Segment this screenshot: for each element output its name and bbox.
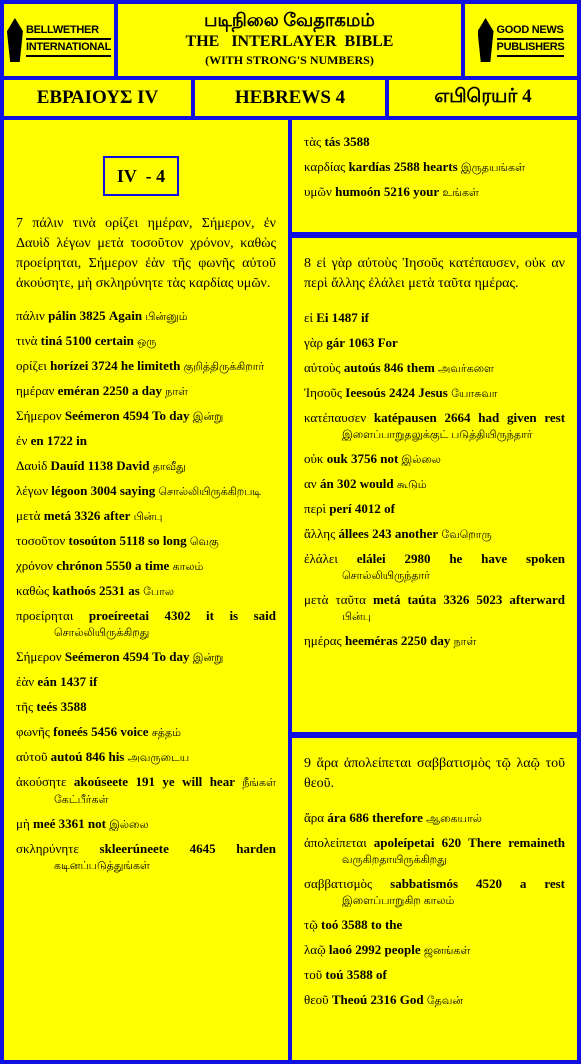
word-entry bbox=[304, 184, 565, 201]
word-entry bbox=[304, 385, 565, 402]
tamil-gloss: ஆகையால் bbox=[426, 813, 482, 825]
english-gloss: people bbox=[384, 942, 421, 957]
word-entry bbox=[16, 608, 276, 641]
english-gloss: would bbox=[359, 476, 394, 491]
tamil-gloss: கடினப்படுத்துங்கள் bbox=[54, 860, 150, 872]
strong-number: 3361 bbox=[58, 816, 85, 831]
page-subtitle: (WITH STRONG'S NUMBERS) bbox=[205, 53, 374, 67]
transliteration: Dauíd bbox=[50, 458, 85, 473]
greek-word: προείρηται bbox=[16, 608, 74, 623]
strong-number: 1437 bbox=[60, 674, 87, 689]
english-gloss: your bbox=[413, 184, 440, 199]
strong-number: 2992 bbox=[355, 942, 382, 957]
right-bottom-panel bbox=[292, 738, 577, 1060]
tamil-gloss: ஜனங்கள் bbox=[423, 945, 471, 957]
greek-word: καθὼς bbox=[16, 583, 50, 598]
greek-word: ἀπολείπεται bbox=[304, 835, 367, 850]
verse-7-text: 7 πάλιν τινὰ ορίζει ημέραν, Σήμερον, ἐν Δαυὶδ λέγων μετὰ τοσοῦτον χρόνον, καθὼς προείρηται, Σήμερον ἐὰν τῆς φωνῆς αὐτοῦ ἀκούσητε, μὴ σκληρύνητε τὰς καρδίας υμῶν. bbox=[16, 216, 276, 291]
strong-number: 4645 bbox=[189, 841, 216, 856]
english-gloss: To day bbox=[152, 649, 190, 664]
greek-word: μετὰ bbox=[16, 508, 41, 523]
tamil-gloss: காலம் bbox=[172, 561, 204, 573]
greek-word: γὰρ bbox=[304, 335, 324, 350]
greek-word: φωνῆς bbox=[16, 724, 50, 739]
strong-number: 1138 bbox=[87, 458, 113, 473]
page-title: THE INTERLAYER BIBLE bbox=[185, 33, 394, 50]
tamil-gloss: பின்னும் bbox=[145, 311, 188, 323]
tamil-title: படிநிலை வேதாகமம் bbox=[204, 10, 375, 30]
tamil-gloss: இருதயங்கள் bbox=[460, 162, 525, 174]
strong-number: 3326 bbox=[74, 508, 101, 523]
transliteration: Seémeron bbox=[64, 649, 120, 664]
word-entry bbox=[16, 841, 276, 874]
tamil-gloss: அவருடைய bbox=[127, 752, 190, 764]
left-column bbox=[4, 120, 288, 1060]
word-entry bbox=[304, 335, 565, 352]
word-entry bbox=[16, 724, 276, 741]
tamil-gloss: இளைப்பாறுதலுக்குட் படுத்தியிருந்தார் bbox=[342, 429, 533, 441]
greek-word: αν bbox=[304, 476, 317, 491]
word-entry bbox=[16, 383, 276, 400]
word-entry bbox=[304, 476, 565, 493]
tamil-gloss: தாவீது bbox=[152, 461, 186, 473]
greek-word: τῆς bbox=[16, 699, 34, 714]
english-gloss: a day bbox=[132, 383, 163, 398]
tamil-gloss: தேவன் bbox=[426, 995, 464, 1007]
word-entry bbox=[16, 674, 276, 691]
transliteration: akoúseete bbox=[73, 774, 129, 789]
tamil-gloss: இல்லை bbox=[109, 819, 149, 831]
strong-number: 2250 bbox=[102, 383, 129, 398]
tamil-gloss: போல bbox=[143, 586, 174, 598]
strong-number: 5118 bbox=[119, 533, 145, 548]
word-entry bbox=[304, 917, 565, 934]
strong-number: 2424 bbox=[388, 385, 415, 400]
transliteration: tás bbox=[324, 134, 341, 149]
greek-word: ἄρα bbox=[304, 810, 325, 825]
word-entry bbox=[16, 433, 276, 450]
english-gloss: David bbox=[116, 458, 150, 473]
greek-word: καρδίας bbox=[304, 159, 346, 174]
english-gloss: day bbox=[430, 633, 451, 648]
english-gloss: There remaineth bbox=[468, 835, 566, 850]
strong-number: 2316 bbox=[370, 992, 397, 1007]
strong-number: 3588 bbox=[341, 917, 368, 932]
greek-word: Δαυὶδ bbox=[16, 458, 48, 473]
greek-word: Ἰησοῦς bbox=[304, 385, 343, 400]
strong-number: 1487 bbox=[331, 310, 358, 325]
word-entry bbox=[304, 835, 565, 868]
strong-number: 2588 bbox=[393, 159, 420, 174]
english-gloss: to the bbox=[370, 917, 403, 932]
book-title-english: HEBREWS 4 bbox=[195, 80, 385, 116]
tamil-gloss: பின்பு bbox=[342, 611, 371, 623]
greek-word: περὶ bbox=[304, 501, 327, 516]
english-gloss: if bbox=[361, 310, 369, 325]
word-entry bbox=[16, 649, 276, 666]
english-gloss: of bbox=[375, 967, 387, 982]
greek-word: λαῷ bbox=[304, 942, 326, 957]
right-mid-panel bbox=[292, 238, 577, 732]
english-gloss: God bbox=[399, 992, 424, 1007]
word-entry bbox=[16, 583, 276, 600]
greek-word: λέγων bbox=[16, 483, 48, 498]
good-news-logo bbox=[465, 4, 577, 76]
tamil-gloss: இன்று bbox=[192, 652, 224, 664]
right-top-panel bbox=[292, 120, 577, 232]
tamil-gloss: யோசுவா bbox=[451, 388, 498, 400]
word-entry bbox=[304, 967, 565, 984]
strong-number: 3326 5023 bbox=[443, 592, 503, 607]
word-entry bbox=[16, 308, 276, 325]
strong-number: 2980 bbox=[404, 551, 431, 566]
word-entry bbox=[16, 774, 276, 808]
transliteration: eméran bbox=[57, 383, 100, 398]
word-entry bbox=[304, 551, 565, 584]
english-gloss: afterward bbox=[509, 592, 565, 607]
strong-number: 3825 bbox=[79, 308, 106, 323]
word-entry bbox=[16, 408, 276, 425]
gospel-icon bbox=[478, 18, 494, 62]
word-list bbox=[304, 810, 565, 1009]
strong-number: 5550 bbox=[105, 558, 132, 573]
tamil-gloss: பின்பு bbox=[133, 511, 163, 523]
greek-word: μετὰ ταῦτα bbox=[304, 592, 366, 607]
word-entry bbox=[304, 876, 565, 909]
english-gloss: To day bbox=[152, 408, 190, 423]
word-entry bbox=[304, 810, 565, 827]
greek-word: ημέρας bbox=[304, 633, 342, 648]
greek-word: τοσοῦτον bbox=[16, 533, 66, 548]
english-gloss: in bbox=[76, 433, 87, 448]
word-entry bbox=[304, 410, 565, 443]
greek-word: ἐλάλει bbox=[304, 551, 338, 566]
transliteration: légoon bbox=[51, 483, 88, 498]
tamil-gloss: சொல்லியிருக்கிறது bbox=[54, 627, 150, 639]
strong-number: 4594 bbox=[122, 649, 149, 664]
greek-word: χρόνον bbox=[16, 558, 54, 573]
transliteration: kardías bbox=[348, 159, 391, 174]
tamil-gloss: ஒரு bbox=[137, 336, 157, 348]
strong-number: 3588 bbox=[343, 134, 370, 149]
logo-line-2: PUBLISHERS bbox=[497, 40, 565, 57]
english-gloss: if bbox=[89, 674, 98, 689]
transliteration: metá taúta bbox=[373, 592, 437, 607]
greek-word: θεοῦ bbox=[304, 992, 329, 1007]
transliteration: perí bbox=[329, 501, 352, 516]
greek-word: πάλιν bbox=[16, 308, 45, 323]
transliteration: teés bbox=[36, 699, 58, 714]
strong-number: 5216 bbox=[383, 184, 410, 199]
greek-word: τοῦ bbox=[304, 967, 323, 982]
greek-word: ορίζει bbox=[16, 358, 47, 373]
transliteration: állees bbox=[338, 526, 369, 541]
greek-word: εἰ bbox=[304, 310, 313, 325]
transliteration: foneés bbox=[53, 724, 88, 739]
tamil-gloss: வேறொரு bbox=[441, 529, 492, 541]
logo-line-1: BELLWETHER bbox=[26, 23, 111, 40]
title-block bbox=[118, 4, 461, 76]
greek-word: υμῶν bbox=[304, 184, 332, 199]
english-gloss: a rest bbox=[519, 876, 566, 891]
transliteration: apoleípetai bbox=[373, 835, 435, 850]
english-gloss: Jesus bbox=[418, 385, 448, 400]
tamil-gloss: நாள் bbox=[453, 636, 477, 648]
english-gloss: of bbox=[384, 501, 395, 516]
transliteration: humoón bbox=[335, 184, 381, 199]
transliteration: Seémeron bbox=[64, 408, 120, 423]
tamil-gloss: சொல்லியிருக்கிறபடி bbox=[158, 486, 262, 498]
transliteration: pálin bbox=[48, 308, 77, 323]
strong-number: 2531 bbox=[99, 583, 126, 598]
strong-number: 2250 bbox=[400, 633, 427, 648]
strong-number: 2664 bbox=[444, 410, 471, 425]
tamil-gloss: சத்தம் bbox=[151, 727, 181, 739]
strong-number: 3724 bbox=[91, 358, 118, 373]
transliteration: Ei bbox=[316, 310, 329, 325]
strong-number: 3004 bbox=[90, 483, 117, 498]
word-entry bbox=[16, 508, 276, 525]
greek-word: τῷ bbox=[304, 917, 318, 932]
transliteration: eán bbox=[37, 674, 57, 689]
transliteration: kathoós bbox=[52, 583, 96, 598]
word-entry bbox=[16, 699, 276, 716]
word-entry bbox=[16, 558, 276, 575]
transliteration: gár bbox=[326, 335, 346, 350]
transliteration: ára bbox=[327, 810, 347, 825]
tamil-gloss: இல்லை bbox=[401, 454, 441, 466]
transliteration: skleerúneete bbox=[99, 841, 169, 856]
english-gloss: therefore bbox=[372, 810, 423, 825]
greek-word: τὰς bbox=[304, 134, 322, 149]
transliteration: autoú bbox=[50, 749, 83, 764]
word-entry bbox=[304, 159, 565, 176]
greek-word: αὐτοὺς bbox=[304, 360, 341, 375]
book-title-tamil: எபிரெயர் 4 bbox=[389, 80, 577, 116]
tamil-gloss: சொல்லியிருந்தார் bbox=[342, 570, 430, 582]
word-list bbox=[16, 308, 276, 874]
english-gloss: voice bbox=[120, 724, 149, 739]
english-gloss: a time bbox=[135, 558, 170, 573]
tamil-gloss: அவர்களை bbox=[438, 363, 494, 375]
greek-word: τινὰ bbox=[16, 333, 38, 348]
strong-number: 4302 bbox=[164, 608, 191, 623]
strong-number: 686 bbox=[349, 810, 369, 825]
transliteration: autoús bbox=[343, 360, 381, 375]
word-entry bbox=[304, 992, 565, 1009]
english-gloss: he limiteth bbox=[120, 358, 181, 373]
tamil-gloss: நீங்கள் கேட்பீர்கள் bbox=[54, 777, 277, 806]
greek-word: ἀκούσητε bbox=[16, 774, 67, 789]
word-entry bbox=[16, 816, 276, 833]
transliteration: án bbox=[319, 476, 334, 491]
english-gloss: so long bbox=[148, 533, 187, 548]
transliteration: sabbatismós bbox=[390, 876, 459, 891]
transliteration: toú bbox=[325, 967, 344, 982]
word-entry bbox=[304, 451, 565, 468]
english-gloss: had given rest bbox=[478, 410, 566, 425]
word-list bbox=[304, 134, 565, 201]
word-entry bbox=[16, 533, 276, 550]
transliteration: metá bbox=[43, 508, 72, 523]
strong-number: 3756 bbox=[350, 451, 377, 466]
greek-word: Σήμερον bbox=[16, 649, 62, 664]
word-entry bbox=[304, 526, 565, 543]
word-entry bbox=[304, 942, 565, 959]
transliteration: katépausen bbox=[373, 410, 437, 425]
greek-word: αὐτοῦ bbox=[16, 749, 48, 764]
transliteration: toó bbox=[321, 917, 339, 932]
word-entry bbox=[16, 458, 276, 475]
tamil-gloss: குறித்திருக்கிறார் bbox=[183, 361, 265, 373]
strong-number: 3588 bbox=[346, 967, 373, 982]
english-gloss: For bbox=[377, 335, 398, 350]
word-entry bbox=[304, 633, 565, 650]
tamil-gloss: இன்று bbox=[192, 411, 224, 423]
greek-word: μὴ bbox=[16, 816, 30, 831]
strong-number: 4520 bbox=[475, 876, 502, 891]
transliteration: Theoú bbox=[331, 992, 368, 1007]
strong-number: 620 bbox=[441, 835, 462, 850]
transliteration: chrónon bbox=[56, 558, 103, 573]
english-gloss: not bbox=[87, 816, 106, 831]
english-gloss: ye will hear bbox=[162, 774, 235, 789]
word-entry bbox=[16, 483, 276, 500]
english-gloss: saying bbox=[119, 483, 156, 498]
strong-number: 846 bbox=[383, 360, 404, 375]
english-gloss: it is said bbox=[206, 608, 277, 623]
strong-number: 3588 bbox=[60, 699, 87, 714]
word-entry bbox=[16, 333, 276, 350]
english-gloss: Again bbox=[108, 308, 143, 323]
tamil-gloss: நாள் bbox=[165, 386, 188, 398]
transliteration: meé bbox=[33, 816, 56, 831]
transliteration: proeíreetai bbox=[88, 608, 149, 623]
strong-number: 4594 bbox=[122, 408, 149, 423]
greek-word: σαββατισμὸς bbox=[304, 876, 373, 891]
english-gloss: hearts bbox=[422, 159, 458, 174]
logo-line-1: GOOD NEWS bbox=[497, 23, 565, 40]
strong-number: 5456 bbox=[91, 724, 118, 739]
tamil-gloss: வெகு bbox=[189, 536, 219, 548]
greek-word: ἄλλης bbox=[304, 526, 336, 541]
bellwether-logo bbox=[4, 4, 114, 76]
english-gloss: harden bbox=[236, 841, 276, 856]
word-entry bbox=[304, 501, 565, 518]
strong-number: 243 bbox=[372, 526, 392, 541]
transliteration: en bbox=[30, 433, 44, 448]
transliteration: horízei bbox=[50, 358, 89, 373]
strong-number: 846 bbox=[85, 749, 106, 764]
chapter-ref: IV - 4 bbox=[103, 156, 179, 196]
tamil-gloss: வருகிறதாயிருக்கிறது bbox=[342, 854, 447, 866]
english-gloss: his bbox=[108, 749, 125, 764]
strong-number: 1063 bbox=[348, 335, 375, 350]
strong-number: 191 bbox=[135, 774, 155, 789]
word-entry bbox=[16, 749, 276, 766]
english-gloss: another bbox=[394, 526, 439, 541]
english-gloss: he have spoken bbox=[449, 551, 566, 566]
word-entry bbox=[304, 592, 565, 625]
transliteration: heeméras bbox=[344, 633, 398, 648]
book-title-greek: ΕΒΡΑΙΟΥΣ IV bbox=[4, 80, 191, 116]
word-entry bbox=[304, 360, 565, 377]
word-entry bbox=[304, 310, 565, 327]
transliteration: tiná bbox=[40, 333, 63, 348]
tamil-gloss: கூடும் bbox=[396, 479, 427, 491]
transliteration: Ieesoús bbox=[345, 385, 386, 400]
word-list bbox=[304, 310, 565, 650]
greek-word: ἐὰν bbox=[16, 674, 35, 689]
transliteration: laoó bbox=[328, 942, 353, 957]
strong-number: 4012 bbox=[354, 501, 381, 516]
transliteration: tosoúton bbox=[68, 533, 117, 548]
word-entry bbox=[304, 134, 565, 151]
tamil-gloss: உங்கள் bbox=[442, 187, 479, 199]
greek-word: σκληρύνητε bbox=[16, 841, 79, 856]
greek-word: κατέπαυσεν bbox=[304, 410, 367, 425]
greek-word: οὐκ bbox=[304, 451, 324, 466]
bell-icon bbox=[7, 18, 23, 62]
english-gloss: not bbox=[380, 451, 399, 466]
strong-number: 1722 bbox=[46, 433, 73, 448]
english-gloss: certain bbox=[94, 333, 134, 348]
strong-number: 302 bbox=[336, 476, 357, 491]
transliteration: elálei bbox=[356, 551, 386, 566]
strong-number: 5100 bbox=[65, 333, 92, 348]
greek-word: ημέραν bbox=[16, 383, 55, 398]
tamil-gloss: இளைப்பாறுகிற காலம் bbox=[342, 895, 455, 907]
transliteration: ouk bbox=[326, 451, 348, 466]
greek-word: ἐν bbox=[16, 433, 28, 448]
greek-word: Σήμερον bbox=[16, 408, 62, 423]
logo-line-2: INTERNATIONAL bbox=[26, 40, 111, 57]
verse-9-text: 9 ἄρα ἀπολείπεται σαββατισμὸς τῷ λαῷ τοῦ θεοῦ. bbox=[304, 756, 565, 791]
word-entry bbox=[16, 358, 276, 375]
english-gloss: after bbox=[103, 508, 131, 523]
verse-8-text: 8 εἰ γὰρ αὐτοὺς Ἰησοῦς κατέπαυσεν, οὐκ αν περὶ ἄλλης ἐλάλει μετὰ ταῦτα ημέρας. bbox=[304, 256, 565, 291]
english-gloss: them bbox=[406, 360, 435, 375]
english-gloss: as bbox=[128, 583, 140, 598]
